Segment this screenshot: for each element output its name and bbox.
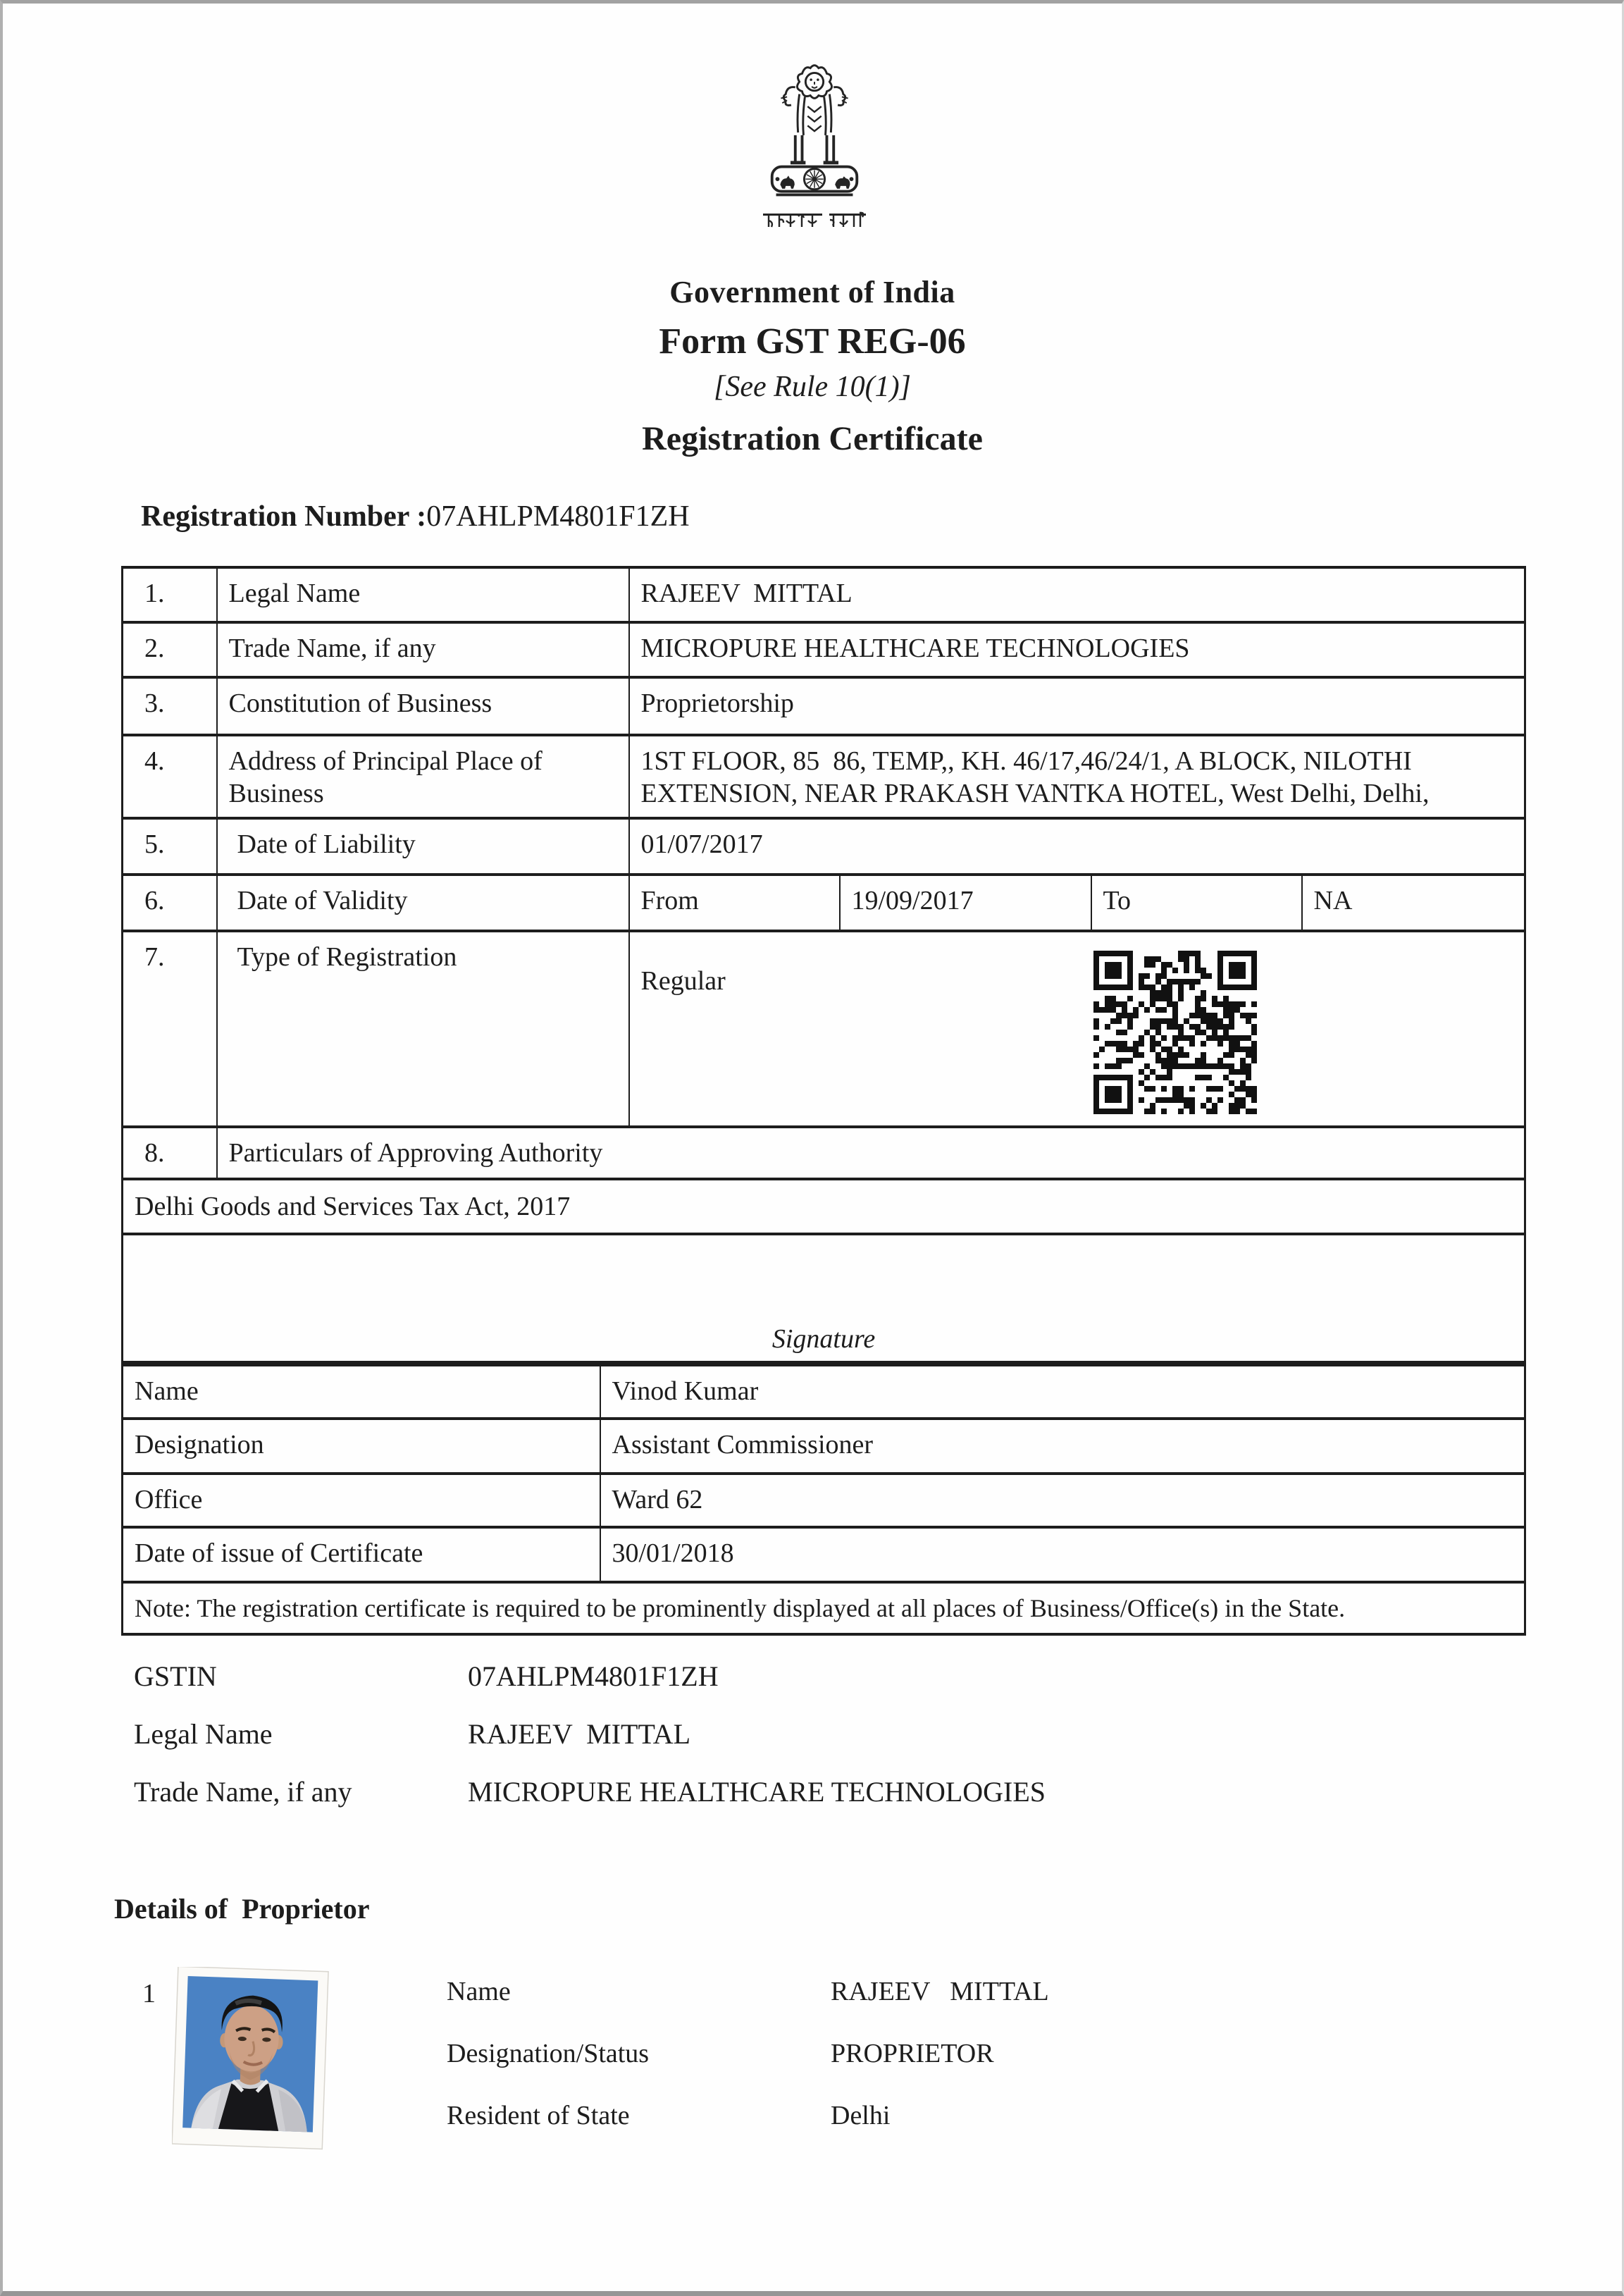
row-label: Legal Name: [217, 567, 629, 622]
proprietor-row-name: [447, 1975, 1049, 2008]
gstin-summary: [134, 1660, 1046, 1833]
ashoka-lion-capital-icon: [760, 58, 869, 206]
proprietor-value: Delhi: [831, 2101, 891, 2130]
summary-label: Legal Name: [134, 1718, 273, 1750]
authority-label: Name: [123, 1365, 600, 1419]
government-title: Government of India: [669, 275, 955, 309]
proprietor-value: RAJEEV MITTAL: [831, 1977, 1049, 2006]
proprietor-label: Name: [447, 1977, 511, 2006]
registration-number-value: 07AHLPM4801F1ZH: [426, 500, 690, 533]
authority-value: Ward 62: [600, 1474, 1525, 1527]
row-value: Proprietorship: [629, 677, 1525, 735]
proprietor-label: Resident of State: [447, 2101, 630, 2130]
proprietor-details: [447, 1975, 1049, 2161]
row-number: 6.: [123, 875, 217, 931]
proprietor-row-state: [447, 2099, 1049, 2132]
authority-row: [123, 1365, 1525, 1419]
emblem-of-india: [751, 58, 878, 233]
authority-row: [123, 1527, 1525, 1582]
authority-value: Vinod Kumar: [600, 1365, 1525, 1419]
row-value: 01/07/2017: [629, 818, 1525, 875]
row-number: 2.: [123, 622, 217, 677]
row-number: 4.: [123, 735, 217, 818]
address-line-1: 1ST FLOOR, 85 86, TEMP,, KH. 46/17,46/24/1, A BLOCK, NILOTHI: [640, 746, 1412, 776]
row-number: 1.: [123, 567, 217, 622]
summary-value: RAJEEV MITTAL: [468, 1718, 691, 1750]
registration-type-row: [123, 931, 1525, 1127]
summary-value: 07AHLPM4801F1ZH: [468, 1660, 719, 1692]
satyameva-jayate-caption: [762, 211, 867, 230]
note-row: [123, 1582, 1525, 1634]
validity-from-value: 19/09/2017: [840, 875, 1091, 931]
signature-caption: Signature: [771, 1324, 876, 1354]
row-label: Date of Liability: [217, 818, 629, 875]
summary-row-gstin: [134, 1660, 1046, 1693]
proprietor-photo: [172, 1967, 331, 2153]
signature-row: [123, 1234, 1525, 1362]
act-name: Delhi Goods and Services Tax Act, 2017: [123, 1179, 1525, 1234]
qr-code: [1093, 951, 1257, 1114]
row-value: MICROPURE HEALTHCARE TECHNOLOGIES: [629, 622, 1525, 677]
registration-number-label: Registration Number :: [141, 500, 427, 533]
authority-row: [123, 1419, 1525, 1474]
validity-to-label: To: [1091, 875, 1302, 931]
row-value: [629, 735, 1525, 818]
act-row: [123, 1179, 1525, 1234]
registration-number-line: [141, 500, 690, 533]
row-number: 8.: [123, 1127, 217, 1179]
proprietor-value: PROPRIETOR: [831, 2039, 994, 2068]
authority-table: [121, 1364, 1526, 1636]
proprietor-index: 1: [142, 1979, 156, 2008]
row-label: Constitution of Business: [217, 677, 629, 735]
validity-to-value: NA: [1302, 875, 1525, 931]
authority-value: 30/01/2018: [600, 1527, 1525, 1582]
approving-authority-row: [123, 1127, 1525, 1179]
row-label: Type of Registration: [217, 931, 629, 1127]
authority-label: Office: [123, 1474, 600, 1527]
certificate-title: Registration Certificate: [642, 420, 983, 457]
summary-value: MICROPURE HEALTHCARE TECHNOLOGIES: [468, 1776, 1046, 1808]
row-label: Trade Name, if any: [217, 622, 629, 677]
row-label: Date of Validity: [217, 875, 629, 931]
row-number: 3.: [123, 677, 217, 735]
note-text: Note: The registration certificate is required to be prominently displayed at all places of Business/Office(s) in the State.: [123, 1582, 1525, 1634]
row-label: Address of Principal Place of Business: [217, 735, 629, 818]
table-row: [123, 818, 1525, 875]
row-number: 7.: [123, 931, 217, 1127]
table-row: [123, 622, 1525, 677]
registration-type-cell: [629, 931, 1525, 1127]
proprietor-row-designation: [447, 2037, 1049, 2070]
form-title: Form GST REG-06: [659, 321, 966, 362]
proprietor-heading: Details of Proprietor: [114, 1893, 370, 1925]
summary-label: Trade Name, if any: [134, 1776, 352, 1808]
row-value: RAJEEV MITTAL: [629, 567, 1525, 622]
proprietor-photo-image: [172, 1967, 331, 2153]
approving-authority-label: Particulars of Approving Authority: [217, 1127, 1525, 1179]
table-row: [123, 677, 1525, 735]
authority-row: [123, 1474, 1525, 1527]
rule-reference: [See Rule 10(1)]: [714, 371, 911, 403]
authority-label: Designation: [123, 1419, 600, 1474]
authority-label: Date of issue of Certificate: [123, 1527, 600, 1582]
proprietor-label: Designation/Status: [447, 2039, 650, 2068]
address-line-2: EXTENSION, NEAR PRAKASH VANTKA HOTEL, West Delhi, Delhi,: [640, 779, 1430, 808]
validity-from-label: From: [629, 875, 840, 931]
certificate-table: [121, 566, 1526, 1364]
summary-row-trade-name: [134, 1775, 1046, 1809]
table-row: [123, 735, 1525, 818]
registration-type-value: Regular: [640, 966, 726, 996]
table-row: [123, 567, 1525, 622]
authority-value: Assistant Commissioner: [600, 1419, 1525, 1474]
row-number: 5.: [123, 818, 217, 875]
summary-label: GSTIN: [134, 1660, 217, 1692]
summary-row-legal-name: [134, 1717, 1046, 1751]
validity-row: [123, 875, 1525, 931]
